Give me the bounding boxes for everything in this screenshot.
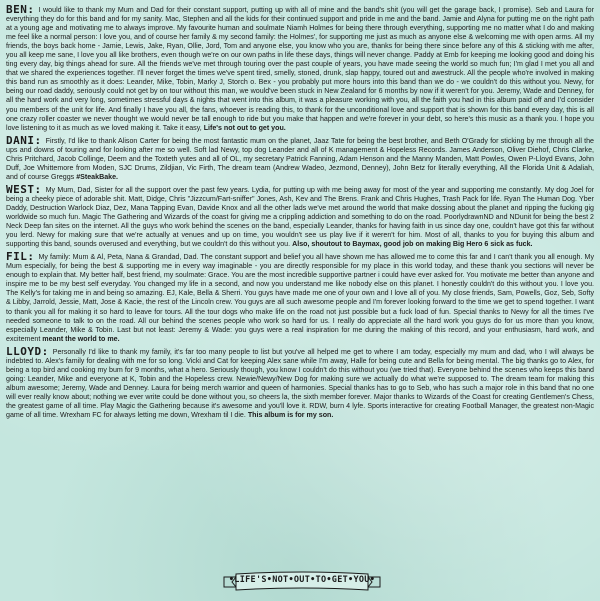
liner-notes [6,3,594,424]
thanks-fil-closing: meant the world to me. [42,334,120,343]
thanks-fil-text: My family: Mum & Al, Peta, Nana & Grandad, Dad. The constant support and belief you all have shown me has allowed me to come this far and I can't thank you all enough. My Mum especially, for being the best & supporting me in every way imaginable - you are directly responsible for my place in this world today, and these thank you sections will never be enough to explain that. My better half, best friend, my soulmate: Grace. You are the most incredible supportive partner i could have ever asked for. You motivate me better than anyone and inspire me to be my best self everyday. You changed my life in a second, and now you understand me like nobody else on this planet. I honestly couldn't do this without you. I love you. The Kelly's for taking me in and being so amazing. EJ, Kale, Bella & Sherri. You guys have made me one of your own and I love all of you. My close friends, Sam, Powells, Goz, Seb, Softy & Libby, Jarrold, Jessie, Matt, Jose & Kacie, the rest of the Lincoln crew. You guys are all such awesome people and I'm forever looking forward to the time we get to spend together. I want to thank you all for making it so hard to leave for tours. All the tour dogs who make life on the road not just possible but a fuck load of fun. Special thanks to Newy for all the times I've needed someone to talk to on the road. All our behind the scenes people who work so hard for us. I really do appreciate all the hard work you guys do for us more than you know, especially Leander, Mike & Tobin. Last but not least: Jeremy & Wade: you guys were a real inspiration for me during the making of this record, and your enthusiasm, hard work, and excitement [6,253,594,343]
thanks-west-closing: Also, shoutout to Baymax, good job on making Big Hero 6 sick as fuck. [292,240,533,249]
ribbon-banner-text: •LIFE'S•NOT•OUT•TO•GET•YOU• [228,575,376,585]
member-name-lloyd: LLOYD: [6,344,49,358]
thanks-fil [6,250,594,343]
thanks-ben-text: I would like to thank my Mum and Dad for their constant support, putting up with all of mine and the band's shit (you will get the garage back, I promise). Seb and Laura for everything they do for this band and for my sanity. Mac, Stephen and all the kids for their continued support and pride in me and the band. Jamie and Alyna for putting me on the right path at a young age and motivating me to always improve. My favourite human and soulmate Niamh Holmes for being there through everything, supporting me no matter what I do and making me feel like a normal person: I love you, and of course her family & my second family: the Holmes', for supporting me just as much as anyone else & welcoming me with open arms. All my friends, the boys back home - Jamie, Lewis, Jake, Ryan, Ollie, Jord, Tom and anyone else, you know who you are, thanks for being there since before any of this & sticking with me after, you all keep me sane, I love you all like brothers, even though we're on our own paths in life these days, things will never change. Paddy at Emb for keeping me looking good and doing his ting every day, big things ahead for sure. All the friends we've met through touring over the past couple of years, you have made seeing the world so much fun; I'm glad I met you all and that we shared the experiences together. I'll never forget the times we've spent tired, smelly, stoned, drunk, slap happy, toured out and awestruck. All the people who're involved in making this band run as smoothly as it does: Leander, Mike, Tobin, Marky J, Storch o. Bex - you probably put more hours into this band than we do - we couldn't do this without you. Newy, for being our road daddy, seriously could not get by on tour without this man, we would've been stuck in New Zealand for 6 months by now if it weren't for you. Jeremy, Wade and Denney, for all the hard work and very long, sometimes stressful days & nights that went into this album, it was a pleasure working with you, all the faith you had in this album paid off and I'd consider you members of the unit for life. And finally I have you all, the fans, whoever is reading this, to thank for the unconditional love and support that is shown for this band every day, this is all one crazy roller coaster we never thought we would never be tall enough to ride but you make that happen and we're forever in your debt, so here's this music as a thank you. I hope you love listening to it as much as we loved making it. Take it easy, [6,6,594,132]
thanks-ben [6,3,594,133]
thanks-ben-closing: Life's not out to get you. [203,123,286,132]
thanks-west-text: My Mum, Dad, Sister for all the support over the past few years. Lydia, for putting up with me being away for most of the year and supporting me constantly. My dog Joel for being a cheeky piece of adorable shit. Matt, Didge, Chris "Jizzcum/Fart-sniffer" Jones, Ash, Kev and The Brens. Frank and Chris Hughes, Trash Pack for life. Ryan The Human Dog. Yber Daddy, Destruction Warlock Diaz, Dez, Mana Tapping Evan, Davide Knox and all the other lads we've met around the world that make dossing about the planet and ripping the fucking gig worldwide so much fun. Magic The Gathering and Wizards of the coast for giving me a crippling addiction and something to do on the road. PoorlydrawnND and NDunit for being the best 2 Neck Deep fan sites on the internet. All the guys who work behind the scenes on the band, especially Leander, thanks for having faith in us since day one, couldn't have got this far without you lerd. Newy for making sure that we're actually at venues and up on time, you wouldn't see us play live if it weren't for him. Most of all, thanks to you for buying this album and supporting this band, sounds overused and everything, but we couldn't do this without you. [6,185,594,249]
member-name-west: WEST: [6,182,42,196]
member-name-fil: FIL: [6,250,35,264]
thanks-lloyd [6,344,594,420]
thanks-lloyd-text: Personally I'd like to thank my family, it's far too many people to list but you've all helped me get to where I am today, especially my mum and dad, who I will always be indebted to. Alex's family for dealing with me for so long. Vicki and Cat for keeping Alex sane while I'm away, Halle for being cute and Bella for being mental. The big thanks go to Alex, for being a top bird and cooking my bum for 9 months, what a hero. Seriously though, you know I couldn't do this without you (we tried that). Everyone behind the scenes who keeps this band going: Leander, Mike and everyone at K, Tobin and the Hopeless crew. Newie/Newy/New Dog for making sure we actually do what we're supposed to. The dream team for making this album awesome; Jeremy, Wade and Denney. Laura for being merch warrior and queen of harmonies. Special thanks has to go to Seb, who has such a major role in this band that no one will ever really know about; nothing we ever write could be done without you, so cheers la, the sixth member forever. Major thanks to Wizards of the Coast for creating Gentlemen's Chess, the greatest game of all time. Play Magic the Gathering because it's awesome and you'll love it. RDW, burn 4 lyfe. Sports interactive for creating Football Manager, the greatest non-Magic game of all time. Wrexham FC for always letting me down, Wrexham til I die. [6,347,594,420]
thanks-west [6,182,594,249]
ribbon-banner [222,571,382,593]
member-name-ben: BEN: [6,3,35,16]
thanks-dani-closing: #SteakBake. [76,172,119,181]
thanks-dani-text: Firstly, I'd like to thank Alison Carter for being the most fantastic mum on the planet, Jaaz Tate for being the best brother, and Beth O'Grady for sticking by me through all the ups and downs of touring and for looking after me so well. Soft lad Newy, top dog Leander and all of K management & Hopeless Records. James Anderson, Oliver Diehof, Chris Clarke, Chris Pritchard, Jacob Collinge, Deem and the Toxteth yutes and all of OL, my secretary Patrick Fanning, Adam Henson and the Manny Manden, Matt Powles, Owen P-Lloyd Evans, John Duff, Joe Whittemore from Moden, SJC Drums, Zildjian, Vic Firth, The dream team (Andrew Wadeo, Jezmond, Denney), John Betz for literally everything, All the Florida Unit & Adaliah, and of course Greggs [6,136,594,181]
member-name-dani: DANI: [6,133,42,147]
thanks-dani [6,133,594,182]
thanks-lloyd-closing: This album is for my son. [247,411,334,420]
